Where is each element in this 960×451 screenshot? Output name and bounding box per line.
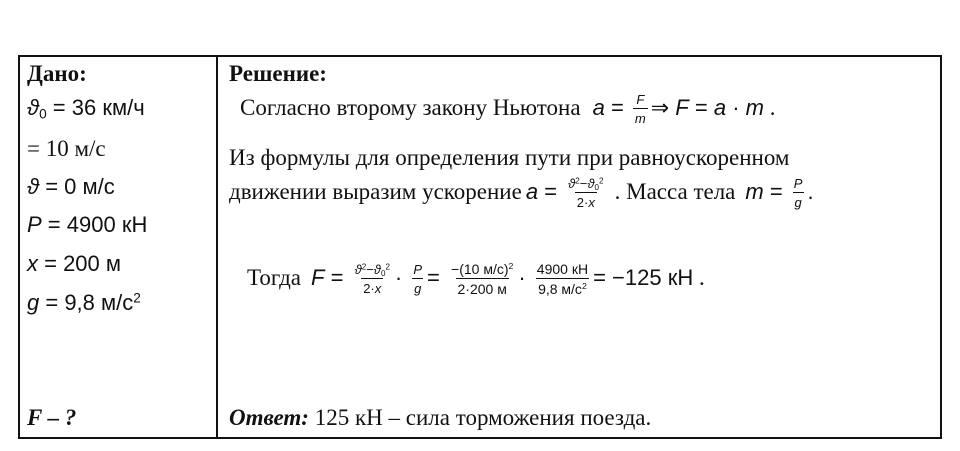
newton-law-formula: a = $\frac{F}{m}$ ⇒ F = a · m . [592, 92, 776, 126]
given-v: ϑ = 0 м/с [27, 174, 115, 199]
mass-text: . Масса тела [614, 178, 736, 204]
answer-line [229, 405, 651, 431]
solution-title: Решение: [229, 61, 327, 86]
given-g: g = 9,8 $м/с^2$ [27, 290, 141, 315]
solution-line-2: Из формулы для определения пути при равноускоренном [229, 145, 790, 170]
column-divider [216, 55, 218, 439]
force-formula: F = $\frac{ϑ^2-ϑ_0^2}{2\cdot x}$ · $\frac{P}{g}$ = $\frac{-(10 м/с)^2}{2\cdot 200 м}$ · $\frac{4900 кН}{9,8 м/с^2}$ = −125 кН . [311, 261, 705, 297]
solution-line-3 [229, 177, 814, 209]
acceleration-formula: a = $\frac{ϑ^2-ϑ_0^2}{2\cdot x}$ [525, 176, 604, 210]
acceleration-text: движении выразим ускорение [229, 178, 522, 204]
mass-formula: m = $\frac{P}{g}$ . [745, 176, 814, 210]
given-title: Дано: [27, 61, 87, 86]
newton-law-text: Согласно второму закону Ньютона [240, 94, 581, 120]
given-find: F – ? [27, 405, 77, 430]
given-v0-si: = 10 м/с [27, 136, 106, 161]
answer-text: 125 кН – сила торможения поезда. [314, 405, 652, 430]
given-P: P = 4900 кН [27, 212, 148, 237]
answer-label: Ответ: [229, 405, 309, 430]
given-v0: $ϑ_0 = 36$ км/ч [27, 95, 145, 122]
then-text: Тогда [247, 264, 302, 290]
given-x: x = 200 м [27, 251, 122, 276]
solution-line-4 [247, 262, 705, 296]
solution-line-1 [240, 93, 775, 125]
